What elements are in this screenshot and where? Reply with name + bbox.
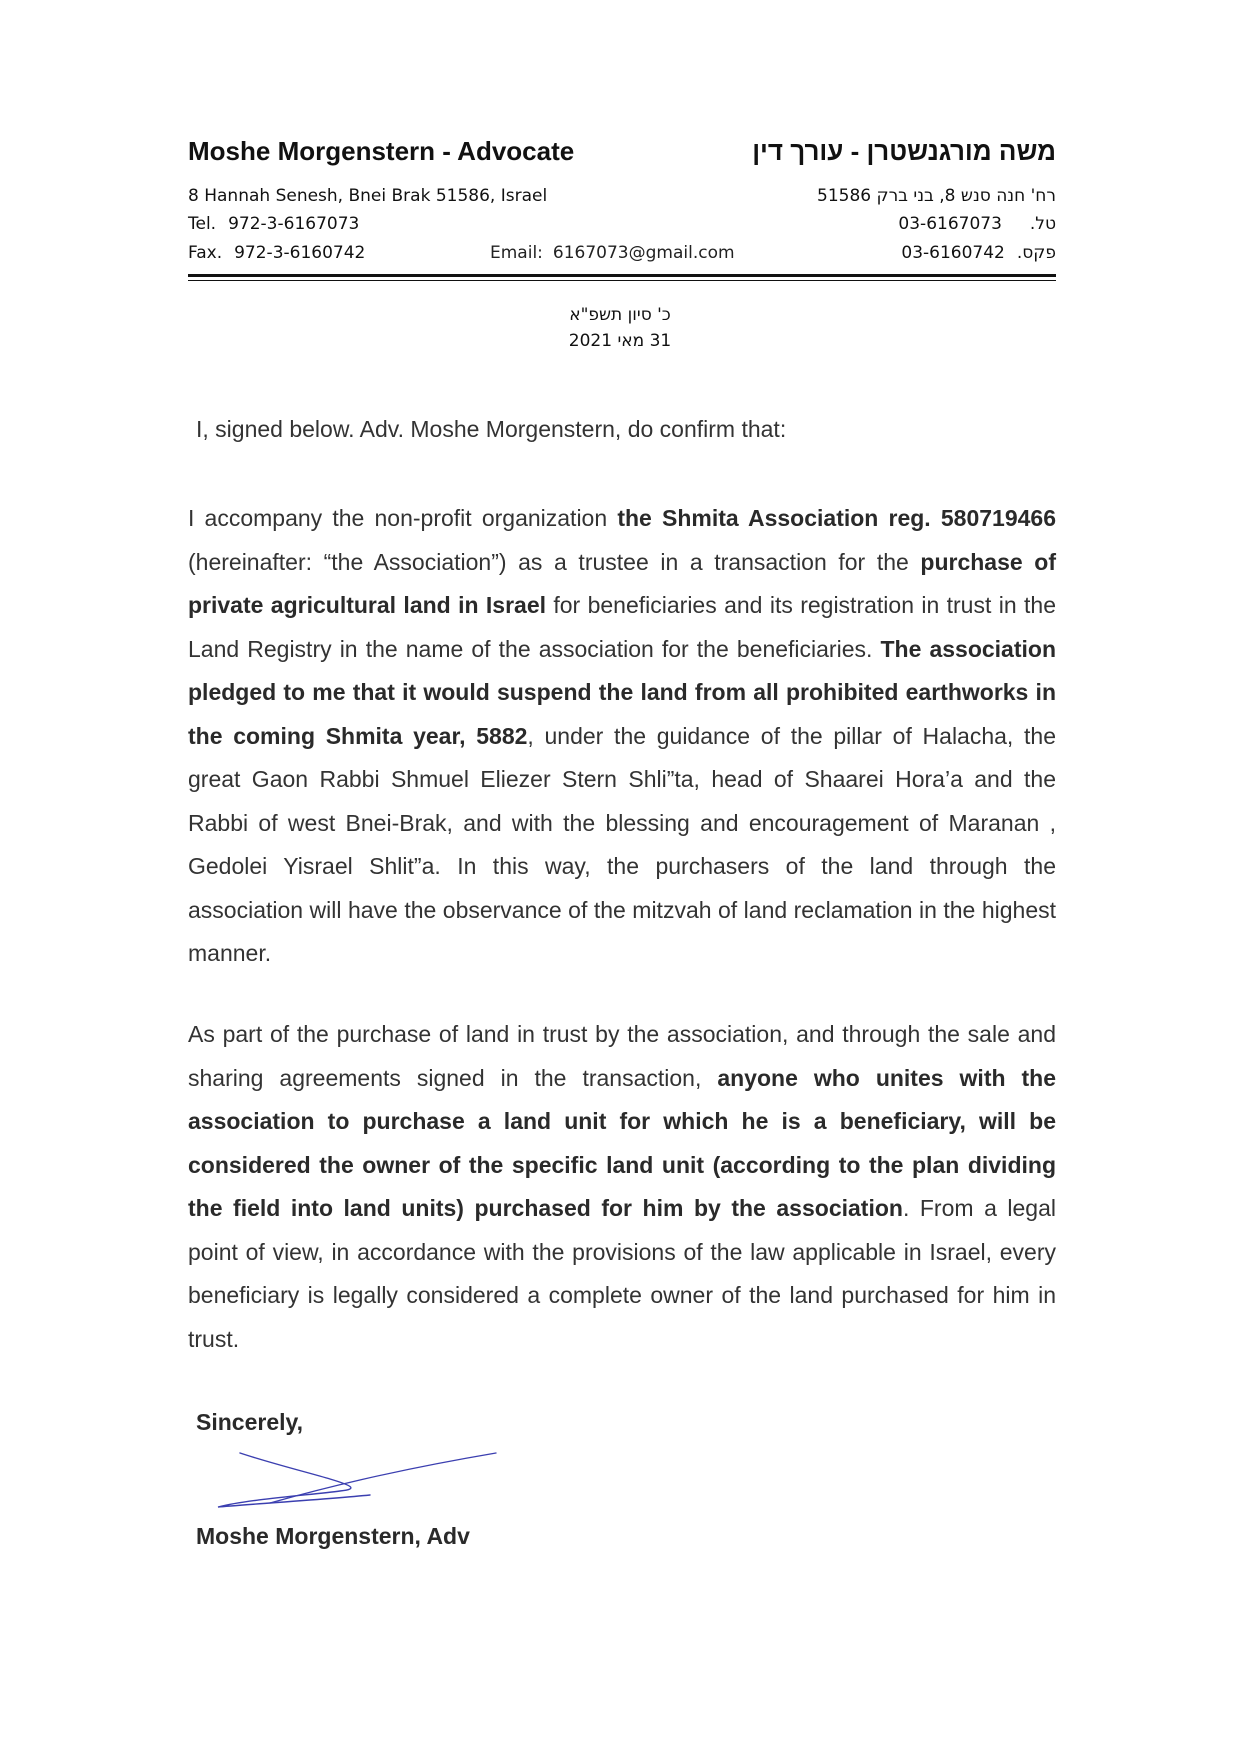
email-label: Email: <box>490 243 543 263</box>
lawyer-name-he: משה מורגנשטרן - עורך דין <box>752 136 1056 166</box>
signer-name: Moshe Morgenstern, Adv <box>196 1523 470 1549</box>
fax-number-en: 972-3-6160742 <box>234 243 366 263</box>
tel-label-en: Tel. <box>188 214 217 234</box>
tel-number-en: 972-3-6167073 <box>228 214 360 234</box>
paragraph1-run: (hereinafter: “the Association”) as a trustee in a transaction for the <box>188 548 921 575</box>
letterhead-tel-row <box>188 214 1056 234</box>
date-block <box>480 302 760 354</box>
handwritten-signature <box>210 1445 500 1515</box>
address-he: רח' חנה סנש 8, בני ברק 51586 <box>817 186 1056 206</box>
paragraph1-run: , under the guidance of the pillar of Halacha, the great Gaon Rabbi Shmuel Eliezer Stern Shli”ta, head of Shaarei Hora’a and the Rabbi of west Bnei-Brak, and with the blessing and encouragement of Maranan , Gedolei Yisrael Shlit”a. In this way, the purchasers of the land through the association will have the observance of the mitzvah of land reclamation in the highest manner. <box>188 722 1057 966</box>
paragraph-1 <box>188 497 1056 976</box>
paragraph2-run: . From a legal point of view, in accordance with the provisions of the law applicable in Israel, every beneficiary is legally considered a complete owner of the land purchased for him in trust. <box>188 1195 1056 1352</box>
address-en: 8 Hannah Senesh, Bnei Brak 51586, Israel <box>188 186 548 206</box>
tel-en <box>188 214 359 234</box>
paragraph1-run: I accompany the non-profit organization <box>188 505 618 531</box>
paragraph1-run: for beneficiaries and its registration in trust in the Land Registry in the name of the association for the beneficiaries. <box>188 592 1056 662</box>
gregorian-date: 31 מאי 2021 <box>568 331 672 351</box>
fax-number-he: 03-6160742 <box>901 243 1005 263</box>
paragraph1-run: purchase of private agricultural land in Israel <box>188 548 1056 618</box>
letterhead-divider-thick <box>188 274 1056 277</box>
closing: Sincerely, <box>196 1409 303 1435</box>
hebrew-date: כ' סיון תשפ"א <box>569 305 671 325</box>
email-line <box>490 243 735 263</box>
intro-line: I, signed below. Adv. Moshe Morgenstern, do confirm that: <box>196 416 787 442</box>
paragraph2-run: anyone who unites with the association to purchase a land unit for which he is a beneficiary, will be considered the owner of the specific land unit (according to the plan dividing the field into land units) purchased for him by the association <box>188 1064 1057 1221</box>
paragraph1-run: the Shmita Association reg. 580719466 <box>617 505 1056 531</box>
letterhead-divider-thin <box>188 280 1056 281</box>
email-address: 6167073@gmail.com <box>552 243 735 263</box>
fax-he <box>901 243 1056 263</box>
fax-label-en: Fax. <box>188 243 223 263</box>
tel-he <box>898 214 1056 234</box>
tel-number-he: 03-6167073 <box>898 214 1002 234</box>
letterhead-address-row <box>188 186 1056 206</box>
letterhead-name-row <box>188 136 1056 167</box>
fax-label-he: פקס. <box>1016 243 1056 263</box>
paragraph1-run: The association pledged to me that it would suspend the land from all prohibited earthworks in the coming Shmita year, 5882 <box>188 635 1056 749</box>
fax-en <box>188 243 365 263</box>
paragraph-2 <box>188 1013 1056 1361</box>
paragraph2-run: As part of the purchase of land in trust by the association, and through the sale and sharing agreements signed in the transaction, <box>188 1021 1056 1091</box>
lawyer-name-en: Moshe Morgenstern - Advocate <box>188 136 575 166</box>
tel-label-he: טל. <box>1029 214 1056 234</box>
